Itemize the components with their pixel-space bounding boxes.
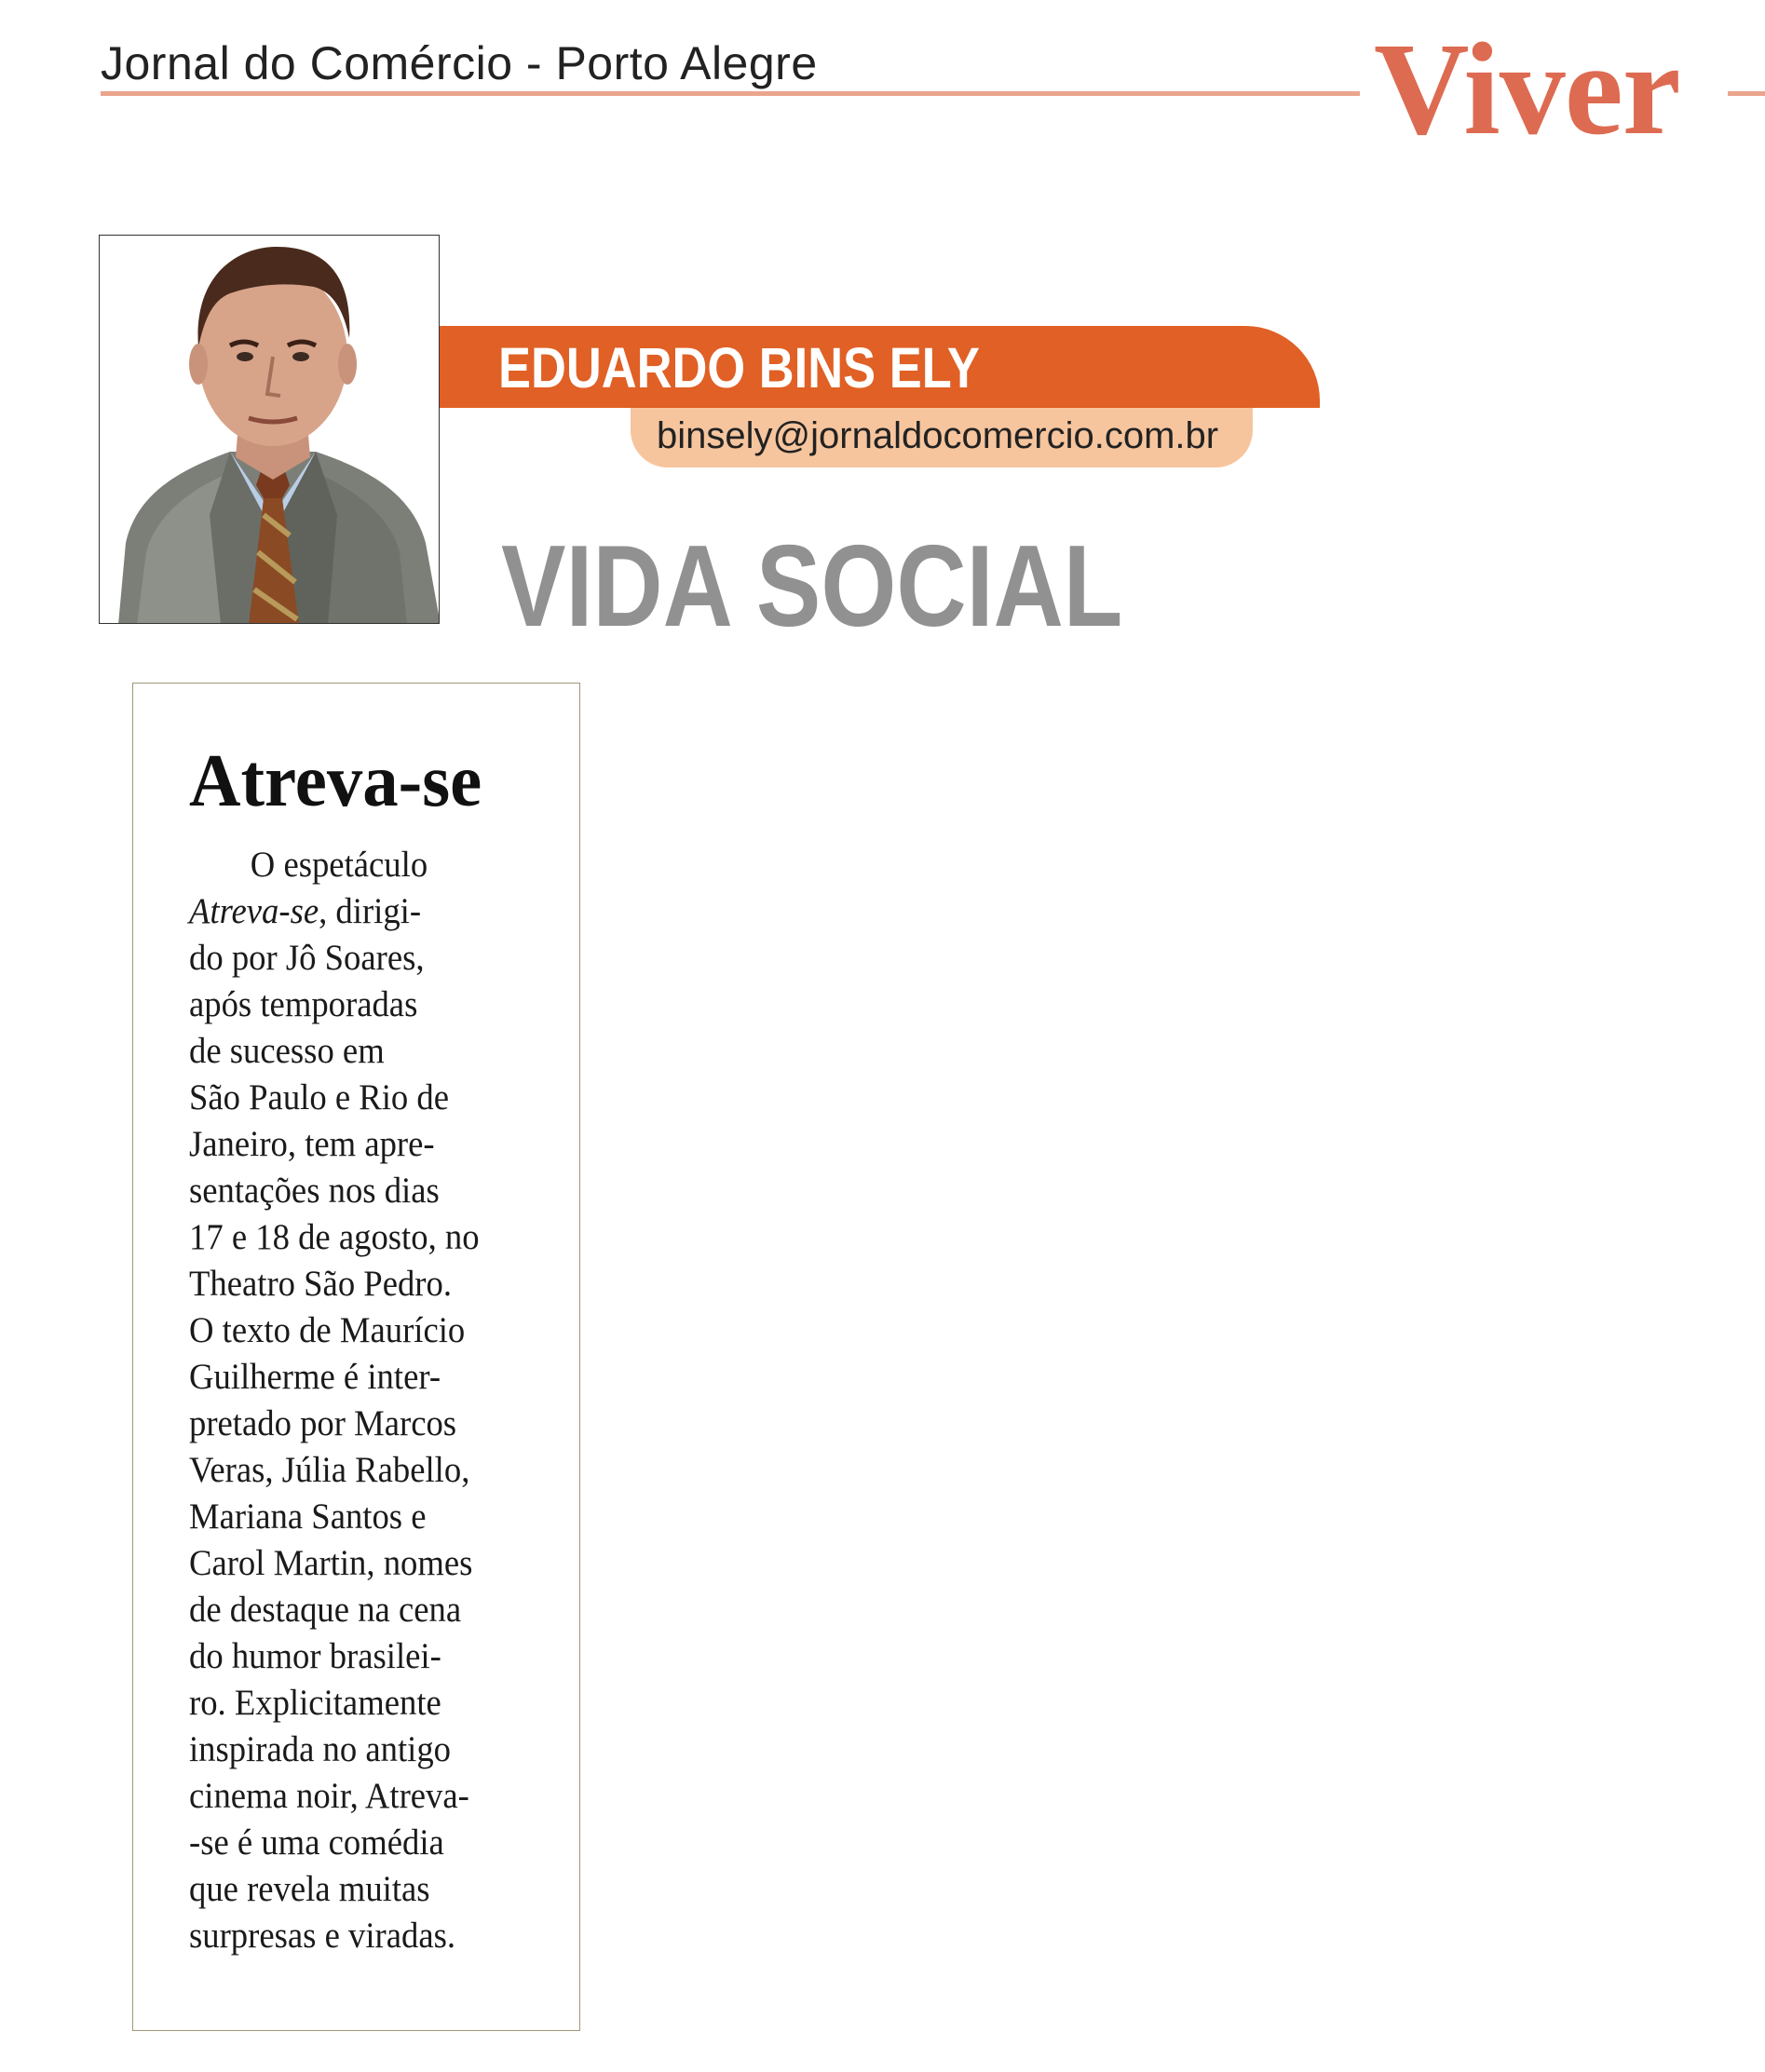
columnist-name: EDUARDO BINS ELY [498, 336, 980, 400]
article-headline: Atreva-se [189, 740, 482, 822]
columnist-email[interactable]: binsely@jornaldocomercio.com.br [657, 415, 1219, 456]
article-title-italic: Atreva-se [189, 891, 319, 931]
article-line: Carol Martin, nomes [189, 1543, 473, 1583]
header-rule [101, 91, 1360, 96]
article-line: sentações nos dias [189, 1171, 440, 1211]
columnist-email-banner [631, 408, 1253, 467]
article-line: inspirada no antigo [189, 1729, 452, 1769]
header-rule-right [1728, 91, 1765, 96]
article-line: Janeiro, tem apre- [189, 1124, 435, 1164]
article-line: de sucesso em [189, 1031, 385, 1071]
article-line: Mariana Santos e [189, 1496, 427, 1537]
article-line: Theatro São Pedro. [189, 1264, 453, 1304]
article-line: O espetáculo [250, 845, 428, 885]
article-line-rest: , dirigi- [319, 891, 422, 931]
article-line [189, 888, 557, 935]
article-line: São Paulo e Rio de [189, 1077, 450, 1117]
article-box [132, 683, 580, 2031]
article-body [189, 842, 580, 1959]
publication-name: Jornal do Comércio - Porto Alegre [101, 37, 818, 89]
article-line: de destaque na cena [189, 1590, 462, 1630]
columnist-name-banner [440, 326, 1320, 408]
article-line: do humor brasilei- [189, 1636, 441, 1676]
article-line: do por Jô Soares, [189, 938, 425, 978]
article-line: Veras, Júlia Rabello, [189, 1450, 470, 1490]
article-line: surpresas e viradas. [189, 1916, 456, 1956]
article-line: que revela muitas [189, 1869, 430, 1909]
article-line: cinema noir, Atreva- [189, 1776, 469, 1816]
column-title: VIDA SOCIAL [501, 522, 1123, 651]
article-line: pretado por Marcos [189, 1403, 457, 1443]
columnist-photo [99, 235, 440, 624]
article-line: Guilherme é inter- [189, 1357, 441, 1397]
article-line: -se é uma comédia [189, 1822, 444, 1862]
article-line: 17 e 18 de agosto, no [189, 1217, 480, 1257]
article-line: após temporadas [189, 984, 418, 1024]
article-line: O texto de Maurício [189, 1310, 466, 1350]
section-title: Viver [1374, 15, 1680, 162]
article-line: ro. Explicitamente [189, 1683, 441, 1723]
